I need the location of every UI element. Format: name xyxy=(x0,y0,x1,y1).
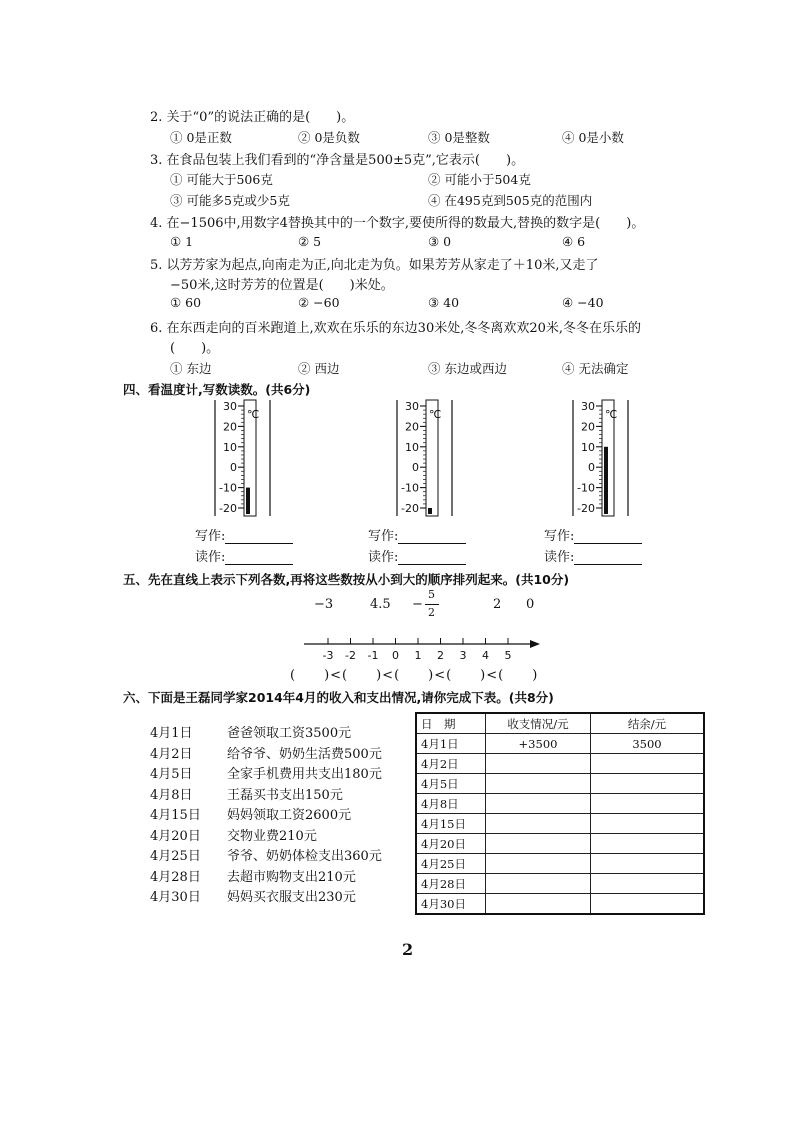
ledger-table xyxy=(415,712,705,915)
read-label: 读作: xyxy=(368,550,399,565)
ledger-row xyxy=(416,874,704,894)
ledger-row xyxy=(416,814,704,834)
balance-cell[interactable]: 3500 xyxy=(591,734,705,754)
date-cell: 4月20日 xyxy=(416,834,486,854)
fraction-denominator: 2 xyxy=(428,606,435,619)
ledger-row xyxy=(416,734,704,754)
q4-stem: 4. 在−1506中,用数字4替换其中的一个数字,要使所得的数最大,替换的数字是( )。 xyxy=(150,216,645,231)
thermometer-3-graphic xyxy=(570,398,640,520)
read-label: 读作: xyxy=(544,550,575,565)
header-date: 日 期 xyxy=(416,713,486,734)
scale-label: 0 xyxy=(412,461,419,475)
write-label: 写作: xyxy=(368,529,399,544)
event-description: 爸爸领取工资3500元 xyxy=(227,726,352,741)
event-description: 交物业费210元 xyxy=(227,828,317,844)
ledger-header-row xyxy=(416,713,704,734)
number-4-5: 4.5 xyxy=(370,597,391,612)
number-line[interactable] xyxy=(300,634,546,666)
q2-stem: 2. 关于“0”的说法正确的是( )。 xyxy=(150,110,355,125)
event-date: 4月8日 xyxy=(150,787,193,803)
date-cell: 4月2日 xyxy=(416,754,486,774)
event-date: 4月20日 xyxy=(150,828,201,844)
event-date: 4月2日 xyxy=(150,746,193,762)
read-blank[interactable] xyxy=(398,551,466,565)
mercury-column xyxy=(604,447,608,514)
thermometer-1-write xyxy=(195,525,293,544)
q5-option-4: ④ −40 xyxy=(562,295,604,310)
write-label: 写作: xyxy=(195,529,226,544)
ledger-row xyxy=(416,894,704,915)
unit-label: ℃ xyxy=(429,408,442,421)
event-date: 4月1日 xyxy=(150,726,193,741)
scale-label: -20 xyxy=(401,502,419,515)
event-date: 4月5日 xyxy=(150,767,193,782)
ledger-row xyxy=(416,774,704,794)
number-2: 2 xyxy=(493,597,502,612)
scale-label: 10 xyxy=(581,440,595,454)
date-cell: 4月5日 xyxy=(416,774,486,794)
balance-cell[interactable] xyxy=(591,834,705,854)
event-date: 4月28日 xyxy=(150,869,201,885)
event-date: 4月15日 xyxy=(150,808,201,823)
header-balance: 结余/元 xyxy=(591,713,705,734)
unit-label: ℃ xyxy=(247,408,260,421)
scale-label: 0 xyxy=(230,461,237,475)
flow-cell[interactable] xyxy=(486,834,591,854)
number-neg3: −3 xyxy=(314,597,334,612)
thermometer-1-graphic xyxy=(212,398,282,520)
event-description: 给爷爷、奶奶生活费500元 xyxy=(227,746,382,762)
event-date: 4月30日 xyxy=(150,890,201,905)
date-cell: 4月1日 xyxy=(416,734,486,754)
thermometer-2-read xyxy=(368,546,466,565)
order-blanks[interactable]: ( )<( )<( )<( )<( ) xyxy=(290,668,539,683)
q2-option-4: ④ 0是小数 xyxy=(562,130,624,145)
q4-option-1: ① 1 xyxy=(170,234,194,249)
write-label: 写作: xyxy=(544,529,575,544)
q5-option-2: ② −60 xyxy=(298,295,340,310)
axis-tick-label: 1 xyxy=(414,649,422,662)
scale-label: 30 xyxy=(581,400,595,413)
event-date: 4月25日 xyxy=(150,849,201,864)
scale-label: 10 xyxy=(223,440,237,454)
scale-label: 30 xyxy=(223,400,237,413)
q4-option-3: ③ 0 xyxy=(428,234,452,249)
page-number: 2 xyxy=(402,940,414,959)
scale-label: -10 xyxy=(577,481,595,495)
date-cell: 4月28日 xyxy=(416,874,486,894)
write-blank[interactable] xyxy=(225,530,293,544)
scale-label: 20 xyxy=(223,420,237,434)
ledger-row xyxy=(416,754,704,774)
scale-label: 0 xyxy=(588,461,595,475)
balance-cell[interactable] xyxy=(591,814,705,834)
q6-stem-line2: ( )。 xyxy=(170,341,220,356)
write-blank[interactable] xyxy=(398,530,466,544)
event-description: 全家手机费用共支出180元 xyxy=(227,767,382,782)
q6-option-1: ① 东边 xyxy=(170,361,212,376)
q3-option-3: ③ 可能多5克或少5克 xyxy=(170,193,290,208)
flow-cell[interactable] xyxy=(486,754,591,774)
ledger-row xyxy=(416,834,704,854)
header-flow: 收支情况/元 xyxy=(486,713,591,734)
flow-cell[interactable] xyxy=(486,854,591,874)
thermometer-1-read xyxy=(195,546,293,565)
section-4-title: 四、看温度计,写数读数。(共6分) xyxy=(123,382,311,397)
thermometer-3-read xyxy=(544,546,642,565)
read-label: 读作: xyxy=(195,550,226,565)
ledger-row xyxy=(416,854,704,874)
number-line-arrowhead xyxy=(530,640,540,648)
q3-option-1: ① 可能大于506克 xyxy=(170,172,273,187)
q4-option-4: ④ 6 xyxy=(562,234,586,249)
fraction-numerator: 5 xyxy=(428,588,435,601)
q2-option-3: ③ 0是整数 xyxy=(428,130,490,145)
scale-label: 20 xyxy=(581,420,595,434)
flow-cell[interactable] xyxy=(486,774,591,794)
q6-option-2: ② 西边 xyxy=(298,361,340,376)
axis-tick-label: 3 xyxy=(459,649,467,662)
date-cell: 4月15日 xyxy=(416,814,486,834)
mercury-column xyxy=(246,488,250,514)
unit-label: ℃ xyxy=(605,408,618,421)
q6-stem-line1: 6. 在东西走向的百米跑道上,欢欢在乐乐的东边30米处,冬冬离欢欢20米,冬冬在乐乐的 xyxy=(150,321,642,336)
number-0: 0 xyxy=(526,597,535,612)
scale-label: 30 xyxy=(405,400,419,413)
q6-option-4: ④ 无法确定 xyxy=(562,361,629,376)
balance-cell[interactable] xyxy=(591,754,705,774)
q2-option-2: ② 0是负数 xyxy=(298,130,360,145)
event-description: 妈妈买衣服支出230元 xyxy=(227,890,356,905)
q6-option-3: ③ 东边或西边 xyxy=(428,361,507,376)
event-description: 妈妈领取工资2600元 xyxy=(227,808,352,823)
thermometer-3-write xyxy=(544,525,642,544)
read-blank[interactable] xyxy=(574,551,642,565)
event-description: 爷爷、奶奶体检支出360元 xyxy=(227,849,382,864)
flow-cell[interactable] xyxy=(486,894,591,915)
q2-option-1: ① 0是正数 xyxy=(170,130,232,145)
balance-cell[interactable] xyxy=(591,794,705,814)
balance-cell[interactable] xyxy=(591,774,705,794)
q5-stem-line1: 5. 以芳芳家为起点,向南走为正,向北走为负。如果芳芳从家走了＋10米,又走了 xyxy=(150,258,599,273)
event-description: 去超市购物支出210元 xyxy=(227,869,356,885)
q4-option-2: ② 5 xyxy=(298,234,322,249)
axis-tick-label: 0 xyxy=(392,649,399,662)
date-cell: 4月30日 xyxy=(416,894,486,915)
mercury-column xyxy=(428,508,432,514)
axis-tick-label: 4 xyxy=(482,649,489,662)
section-5-title: 五、先在直线上表示下列各数,再将这些数按从小到大的顺序排列起来。(共10分) xyxy=(123,572,570,587)
thermometer-2-graphic xyxy=(394,398,464,520)
scale-label: -20 xyxy=(219,502,237,515)
axis-tick-label: -3 xyxy=(322,649,334,662)
section-6-title: 六、下面是王磊同学家2014年4月的收入和支出情况,请你完成下表。(共8分) xyxy=(123,690,554,705)
fraction-sign: − xyxy=(412,597,423,612)
scale-label: 20 xyxy=(405,420,419,434)
scale-label: 10 xyxy=(405,440,419,454)
q3-option-4: ④ 在495克到505克的范围内 xyxy=(428,193,593,208)
fraction-bar xyxy=(425,604,439,605)
fraction-neg-5-2 xyxy=(412,588,446,622)
axis-tick-label: -2 xyxy=(345,649,356,662)
axis-tick-label: -1 xyxy=(367,649,379,662)
axis-tick-label: 2 xyxy=(437,649,444,662)
q5-stem-line2: −50米,这时芳芳的位置是( )米处。 xyxy=(170,278,394,293)
flow-cell[interactable] xyxy=(486,814,591,834)
q3-option-2: ② 可能小于504克 xyxy=(428,172,531,187)
read-blank[interactable] xyxy=(225,551,293,565)
date-cell: 4月25日 xyxy=(416,854,486,874)
q5-option-3: ③ 40 xyxy=(428,295,460,310)
balance-cell[interactable] xyxy=(591,854,705,874)
scale-label: -20 xyxy=(577,502,595,515)
axis-tick-label: 5 xyxy=(504,649,512,662)
date-cell: 4月8日 xyxy=(416,794,486,814)
event-description: 王磊买书支出150元 xyxy=(227,787,343,803)
write-blank[interactable] xyxy=(574,530,642,544)
q3-stem: 3. 在食品包装上我们看到的“净含量是500±5克”,它表示( )。 xyxy=(150,153,525,168)
thermometer-2-write xyxy=(368,525,466,544)
ledger-row xyxy=(416,794,704,814)
balance-cell[interactable] xyxy=(591,874,705,894)
flow-cell[interactable]: +3500 xyxy=(486,734,591,754)
balance-cell[interactable] xyxy=(591,894,705,915)
flow-cell[interactable] xyxy=(486,874,591,894)
scale-label: -10 xyxy=(401,481,419,495)
scale-label: -10 xyxy=(219,481,237,495)
q5-option-1: ① 60 xyxy=(170,295,202,310)
flow-cell[interactable] xyxy=(486,794,591,814)
